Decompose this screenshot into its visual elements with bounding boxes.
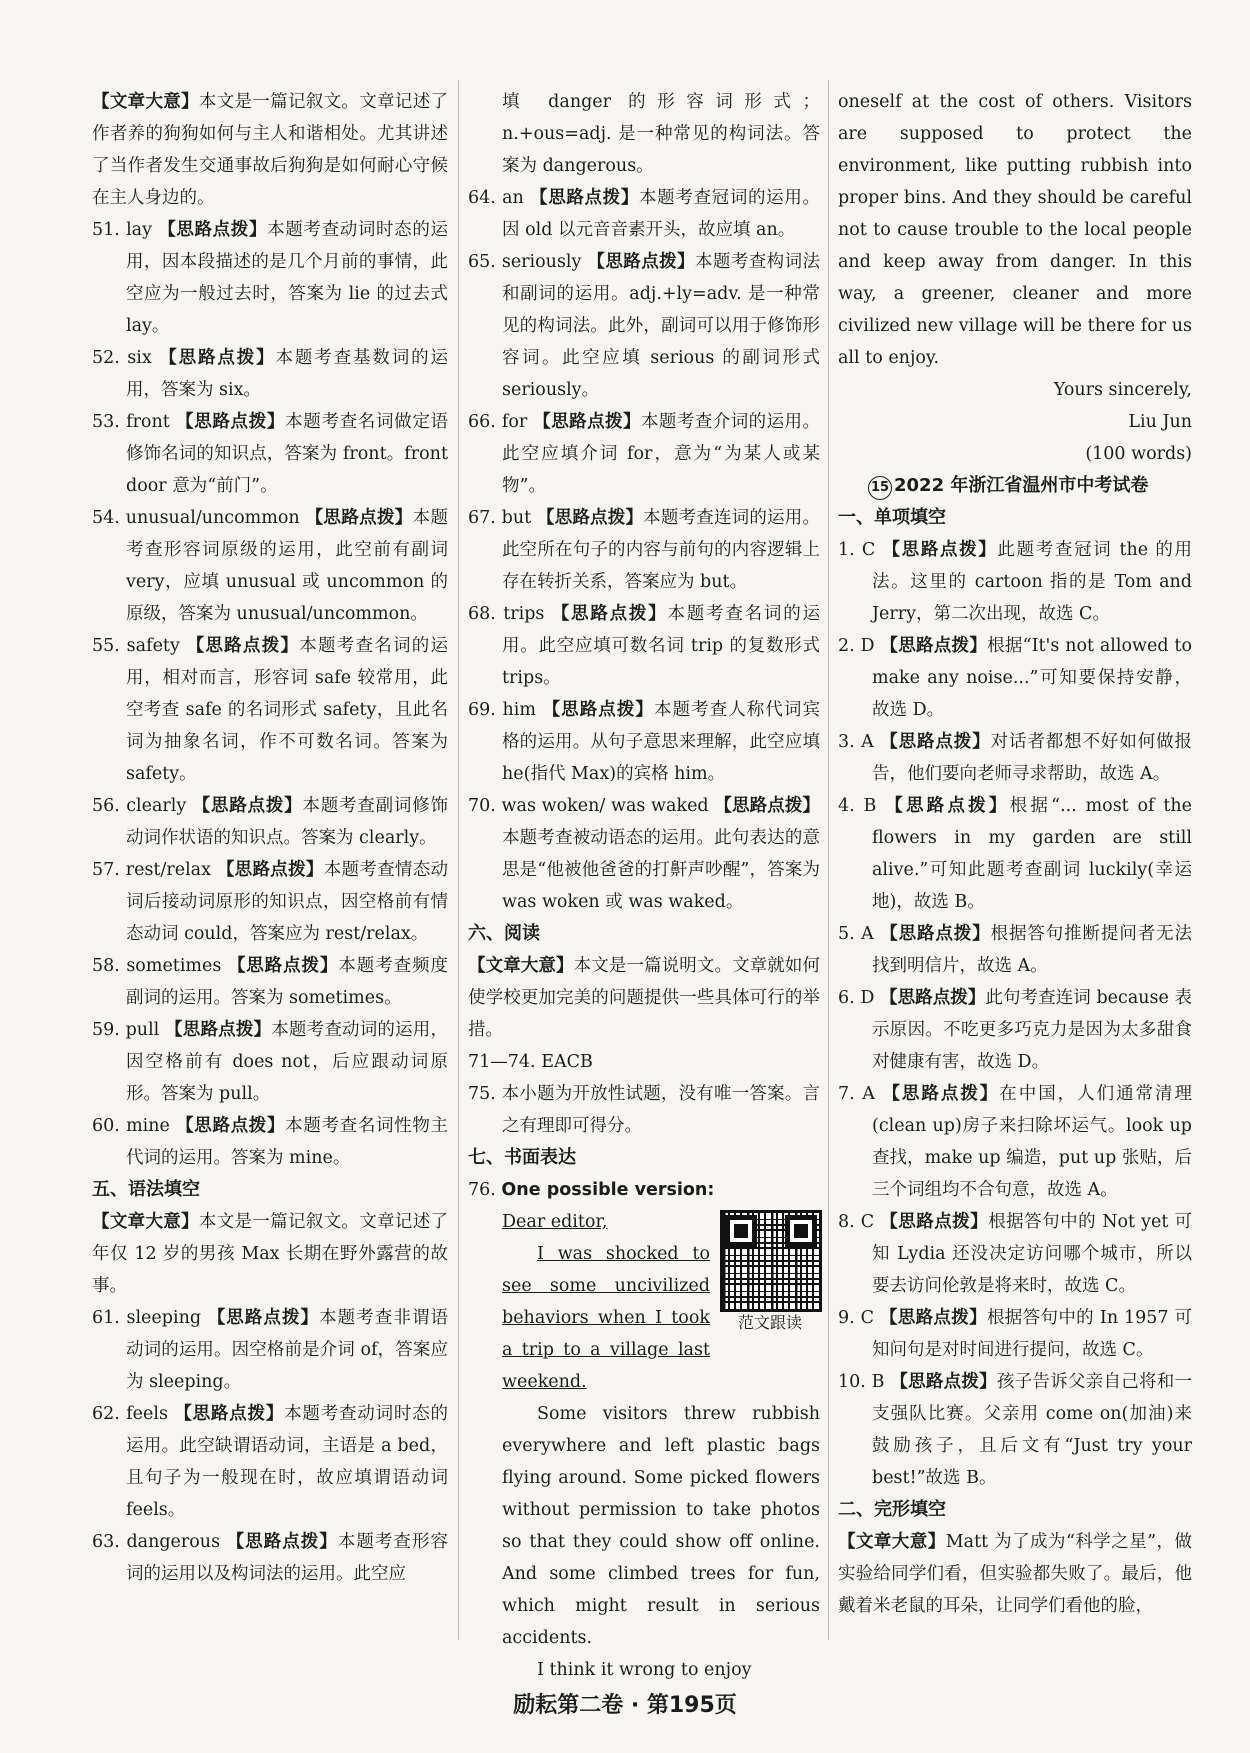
answer-item-1: 1. C 【思路点拨】此题考查冠词 the 的用法。这里的 cartoon 指的是 Tom and Jerry，第二次出现，故选 C。 xyxy=(838,540,1192,624)
answer-list xyxy=(92,214,448,1174)
answer-item-4: 4. B 【思路点拨】根据“... most of the flowers in my garden are still alive.”可知此题考查副词 luckily(幸运地)，故选 B。 xyxy=(838,796,1192,912)
answer-item-57: 57. rest/relax 【思路点拨】本题考查情态动词后接动词原形的知识点，因空格前有情态动词 could，答案应为 rest/relax。 xyxy=(92,860,449,944)
essay-signature: Liu Jun xyxy=(1128,412,1192,432)
page-footer: 励耘第二卷 · 第195页 xyxy=(513,1693,737,1718)
section-heading-reading: 六、阅读 xyxy=(468,923,540,944)
answer-item-51: 51. lay 【思路点拨】本题考查动词时态的运用，因本段描述的是几个月前的事情，此空应为一般过去时，答案为 lie 的过去式 lay。 xyxy=(92,220,448,336)
answer-item-56: 56. clearly 【思路点拨】本题考查副词修饰动词作状语的知识点。答案为 clearly。 xyxy=(92,796,448,848)
answer-item-10: 10. B 【思路点拨】孩子告诉父亲自己将和一支强队比赛。父亲用 come on(加油)来鼓励孩子，且后文有“Just try your best!”故选 B。 xyxy=(838,1372,1192,1488)
section-heading-cloze: 二、完形填空 xyxy=(838,1499,946,1520)
answer-item-9: 9. C 【思路点拨】根据答句中的 In 1957 可知问句是对时间进行提问，故选 C。 xyxy=(838,1308,1192,1360)
answer-item-52: 52. six 【思路点拨】本题考查基数词的运用，答案为 six。 xyxy=(92,348,449,400)
answer-item-2: 2. D 【思路点拨】根据“It's not allowed to make any noise...”可知要保持安静，故选 D。 xyxy=(838,636,1192,720)
exam-number-badge: 15 xyxy=(868,476,892,500)
answer-item-75: 75. 本小题为开放性试题，没有唯一答案。言之有理即可得分。 xyxy=(468,1084,820,1136)
answer-item-61: 61. sleeping 【思路点拨】本题考查非谓语动词的运用。因空格前是介词 of，答案应为 sleeping。 xyxy=(92,1308,449,1392)
answer-item-55: 55. safety 【思路点拨】本题考查名词的运用，相对而言，形容词 safe 较常用，此空考查 safe 的名词形式 safety，且此名词为抽象名词，作不可数名词。答案为 safety。 xyxy=(92,636,448,784)
answer-item-60: 60. mine 【思路点拨】本题考查名词性物主代词的运用。答案为 mine。 xyxy=(92,1116,448,1168)
qr-code-block xyxy=(720,1210,820,1334)
column-3 xyxy=(838,86,1192,1622)
article-summary: 【文章大意】本文是一篇记叙文。文章记述了年仅 12 岁的男孩 Max 长期在野外露营的故事。 xyxy=(92,1212,449,1296)
answer-item-63: 63. dangerous 【思路点拨】本题考查形容词的运用以及构词法的运用。此空应 xyxy=(92,1532,448,1584)
section-heading-single-choice: 一、单项填空 xyxy=(838,507,946,528)
essay-paragraph-3-start: I think it wrong to enjoy xyxy=(537,1660,752,1680)
section-heading-grammar: 五、语法填空 xyxy=(92,1179,200,1200)
essay-salutation: Dear editor, xyxy=(502,1212,608,1232)
essay-closing: Yours sincerely, xyxy=(1053,380,1192,400)
answer-item-71-74: 71—74. EACB xyxy=(468,1052,593,1072)
article-summary: 【文章大意】Matt 为了成为“科学之星”，做实验给同学们看，但实验都失败了。最后，他戴着米老鼠的耳朵，让同学们看他的脸， xyxy=(838,1532,1193,1616)
column-1 xyxy=(92,86,448,1590)
answer-item-6: 6. D 【思路点拨】此句考查连词 because 表示原因。不吃更多巧克力是因为太多甜食对健康有害，故选 D。 xyxy=(838,988,1192,1072)
article-summary: 【文章大意】本文是一篇记叙文。文章记述了作者养的狗狗如何与主人和谐相处。尤其讲述了当作者发生交通事故后狗狗是如何耐心守候在主人身边的。 xyxy=(92,92,449,208)
answer-item-62: 62. feels 【思路点拨】本题考查动词时态的运用。此空缺谓语动词，主语是 a bed，且句子为一般现在时，故应填谓语动词 feels。 xyxy=(92,1404,448,1520)
column-2 xyxy=(468,86,820,1686)
essay-paragraph-1: I was shocked to see some uncivilized behaviors when I took a trip to a village last weekend. xyxy=(502,1244,710,1392)
answer-item-76: 76. One possible version: xyxy=(468,1180,715,1200)
model-essay xyxy=(468,1206,820,1686)
section-heading-writing: 七、书面表达 xyxy=(468,1147,576,1168)
answer-item-64: 64. an 【思路点拨】本题考查冠词的运用。因 old 以元音音素开头，故应填 an。 xyxy=(468,188,820,240)
essay-word-count: (100 words) xyxy=(1085,444,1192,464)
answer-item-65: 65. seriously 【思路点拨】本题考查构词法和副词的运用。adj.+ly=adv. 是一种常见的构词法。此外，副词可以用于修饰形容词。此空应填 serious 的副词形式 seriously。 xyxy=(468,252,821,400)
answer-item-68: 68. trips 【思路点拨】本题考查名词的运用。此空应填可数名词 trip 的复数形式 trips。 xyxy=(468,604,820,688)
exam-title: 15 2022 年浙江省温州市中考试卷 xyxy=(838,470,1192,502)
answer-item-59: 59. pull 【思路点拨】本题考查动词的运用，因空格前有 does not，后应跟动词原形。答案为 pull。 xyxy=(92,1020,448,1104)
answer-item-7: 7. A 【思路点拨】在中国，人们通常清理(clean up)房子来扫除坏运气。look up 查找，make up 编造，put up 张贴，后三个词组均不合句意，故选 A。 xyxy=(838,1084,1193,1200)
answer-item-69: 69. him 【思路点拨】本题考查人称代词宾格的运用。从句子意思来理解，此空应填 he(指代 Max)的宾格 him。 xyxy=(468,700,820,784)
answer-item-54: 54. unusual/uncommon 【思路点拨】本题考查形容词原级的运用，此空前有副词 very，应填 unusual 或 uncommon 的原级，答案为 unusual/uncommon。 xyxy=(92,508,449,624)
answer-item-53: 53. front 【思路点拨】本题考查名词做定语修饰名词的知识点，答案为 front。front door 意为“前门”。 xyxy=(92,412,448,496)
answer-item-3: 3. A 【思路点拨】对话者都想不好如何做报告，他们要向老师寻求帮助，故选 A。 xyxy=(838,732,1192,784)
answer-item-5: 5. A 【思路点拨】根据答句推断提问者无法找到明信片，故选 A。 xyxy=(838,924,1192,976)
answer-item-70: 70. was woken/ was waked 【思路点拨】本题考查被动语态的运用。此句表达的意思是“他被他爸爸的打鼾声吵醒”，答案为 was woken 或 was waked。 xyxy=(468,796,820,912)
essay-paragraph-3-continued: oneself at the cost of others. Visitors are supposed to protect the environment, like putting rubbish into proper bins. And they should be careful not to cause trouble to the local people and keep away from danger. In this way, a greener, cleaner and more civilized new village will be there for us all to enjoy. xyxy=(838,92,1192,368)
answer-item-66: 66. for 【思路点拨】本题考查介词的运用。此空应填介词 for，意为“为某人或某物”。 xyxy=(468,412,820,496)
answer-item-63-continued: 填 danger 的形容词形式；n.+ous=adj. 是一种常见的构词法。答案为 dangerous。 xyxy=(502,92,820,176)
qr-code-icon[interactable] xyxy=(720,1210,822,1312)
answer-item-58: 58. sometimes 【思路点拨】本题考查频度副词的运用。答案为 sometimes。 xyxy=(92,956,448,1008)
answer-item-8: 8. C 【思路点拨】根据答句中的 Not yet 可知 Lydia 还没决定访问哪个城市，所以要去访问伦敦是将来时，故选 C。 xyxy=(838,1212,1192,1296)
answer-item-67: 67. but 【思路点拨】本题考查连词的运用。此空所在句子的内容与前句的内容逻辑上存在转折关系，答案应为 but。 xyxy=(468,508,821,592)
essay-paragraph-2: Some visitors threw rubbish everywhere and left plastic bags flying around. Some picked flowers without permission to take photos so that they could show off online. And some climbed trees for fun, which might result in serious accidents. xyxy=(502,1404,820,1648)
qr-label: 范文跟读 xyxy=(737,1313,802,1332)
article-summary: 【文章大意】本文是一篇说明文。文章就如何使学校更加完美的问题提供一些具体可行的举措。 xyxy=(468,956,821,1040)
